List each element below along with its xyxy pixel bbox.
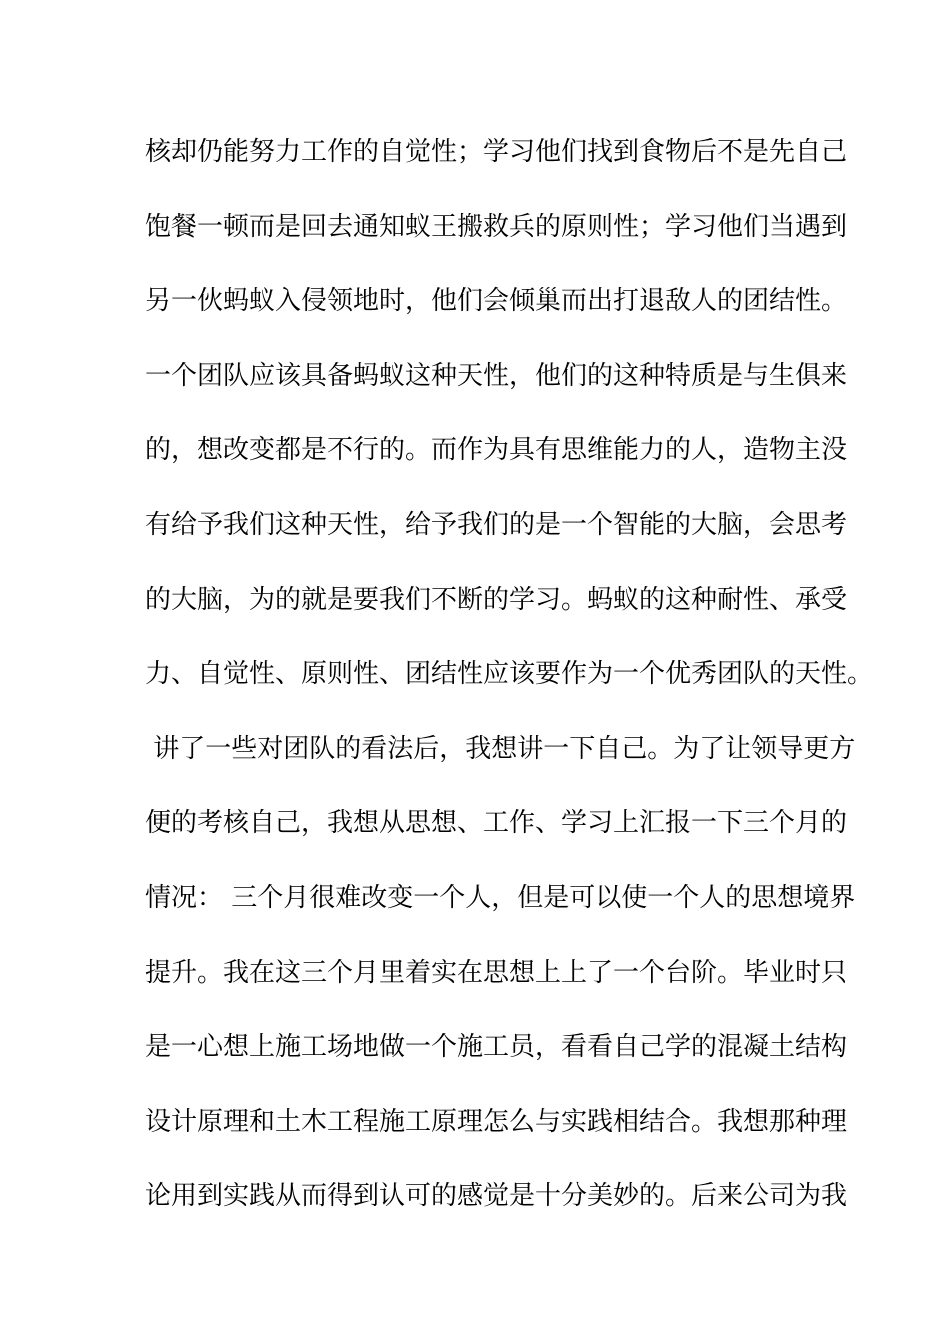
text-line: 的大脑，为的就是要我们不断的学习。蚂蚁的这种耐性、承受 xyxy=(145,584,848,615)
text-line: 饱餐一顿而是回去通知蚁王搬救兵的原则性；学习他们当遇到 xyxy=(145,211,848,242)
text-line: 是一心想上施工场地做一个施工员，看看自己学的混凝土结构 xyxy=(145,1032,848,1063)
body-text xyxy=(145,128,874,1247)
text-line: 核却仍能努力工作的自觉性；学习他们找到食物后不是先自己 xyxy=(145,137,848,167)
text-line: 一个团队应该具备蚂蚁这种天性，他们的这种特质是与生俱来 xyxy=(145,360,848,391)
text-line: 的，想改变都是不行的。而作为具有思维能力的人，造物主没 xyxy=(145,435,848,466)
text-line: 提升。我在这三个月里着实在思想上上了一个台阶。毕业时只 xyxy=(145,957,848,988)
text-line: 力、自觉性、原则性、团结性应该要作为一个优秀团队的天性。 xyxy=(145,659,874,690)
text-line: 讲了一些对团队的看法后，我想讲一下自己。为了让领导更方 xyxy=(145,733,856,764)
text-line: 有给予我们这种天性，给予我们的是一个智能的大脑，会思考 xyxy=(145,509,848,540)
text-line: 设计原理和土木工程施工原理怎么与实践相结合。我想那种理 xyxy=(145,1106,848,1137)
text-line: 论用到实践从而得到认可的感觉是十分美妙的。后来公司为我 xyxy=(145,1181,848,1212)
text-line: 情况： 三个月很难改变一个人，但是可以使一个人的思想境界 xyxy=(145,882,856,913)
text-line: 便的考核自己，我想从思想、工作、学习上汇报一下三个月的 xyxy=(145,808,848,839)
text-line: 另一伙蚂蚁入侵领地时，他们会倾巢而出打退敌人的团结性。 xyxy=(145,286,848,317)
